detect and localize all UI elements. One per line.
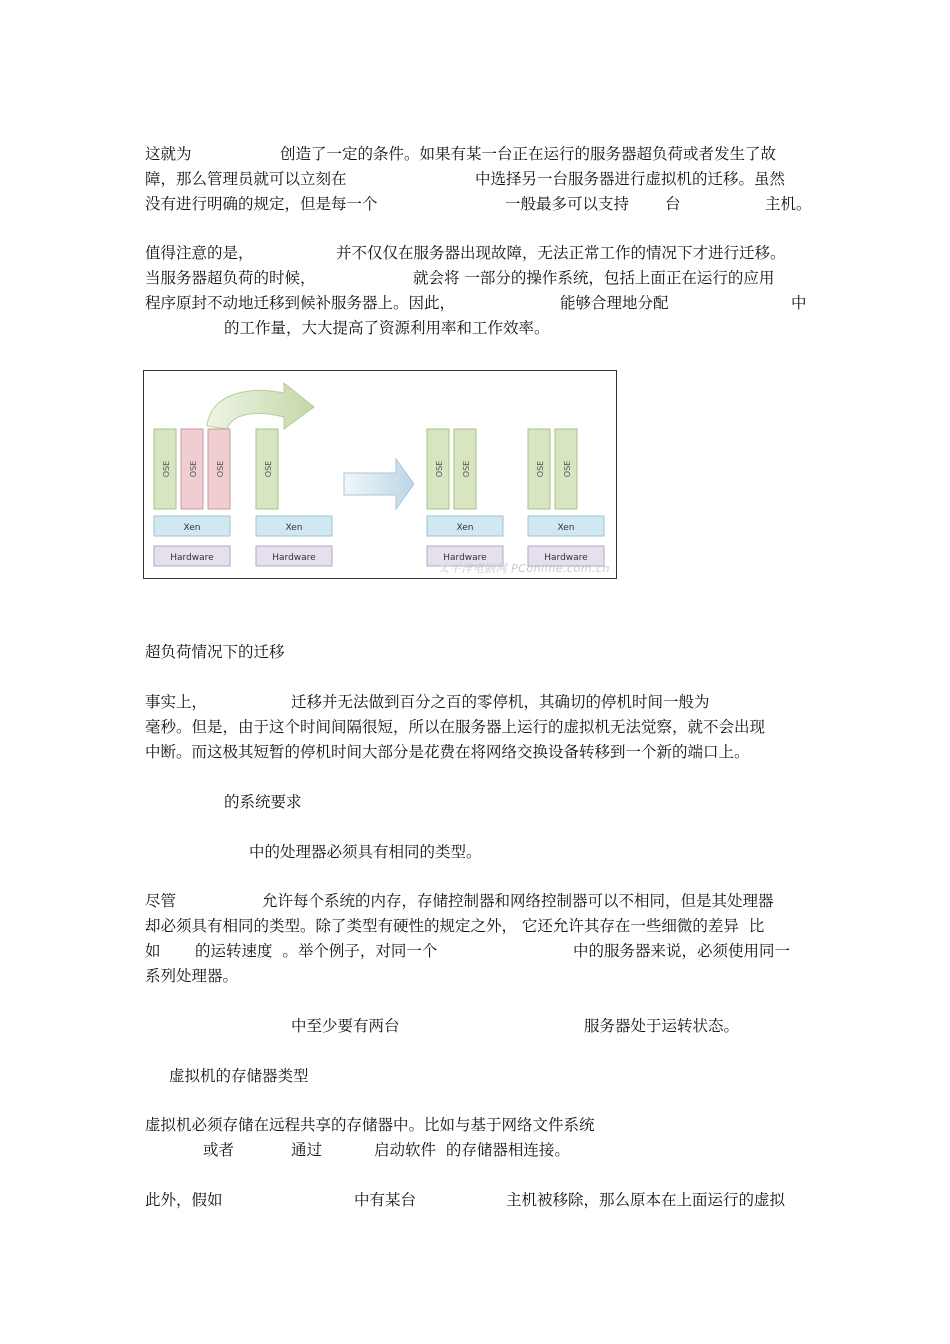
text-line: 中至少要有两台	[291, 1017, 400, 1035]
text-line: 的运转速度 。举个例子，对同一个	[195, 942, 438, 960]
text-line: 并不仅仅在服务器出现故障，无法正常工作的情况下才进行迁移。	[336, 244, 786, 262]
right-arrow-icon	[344, 459, 414, 509]
text-line: 毫秒。但是，由于这个时间间隔很短，所以在服务器上运行的虚拟机无法觉察，就不会出现	[145, 718, 766, 736]
text-line: 如	[145, 942, 161, 960]
text-line: 中断。而这极其短暂的停机时间大部分是花费在将网络交换设备转移到一个新的端口上。	[145, 743, 750, 761]
text-line: 尽管	[145, 892, 177, 910]
ose-label: OSE	[435, 460, 444, 478]
text-line: 的工作量，大大提高了资源利用率和工作效率。	[224, 319, 550, 337]
text-line: 或者	[203, 1141, 235, 1159]
requirement-item-storage: 虚拟机的存储器类型	[169, 1067, 309, 1085]
text-line: 程序原封不动地迁移到候补服务器上。因此，	[145, 294, 456, 312]
text-line: 值得注意的是，	[145, 244, 254, 262]
text-line: 中选择另一台服务器进行虚拟机的迁移。虽然	[475, 170, 786, 188]
text-line: 能够合理地分配	[560, 294, 669, 312]
text-line: 就会将 一部分的操作系统，包括上面正在运行的应用	[413, 269, 775, 287]
ose-label: OSE	[162, 460, 171, 478]
text-line: 障，那么管理员就可以立刻在	[145, 170, 347, 188]
text-line: 创造了一定的条件。如果有某一台正在运行的服务器超负荷或者发生了故	[280, 145, 777, 163]
hardware-label: Hardware	[272, 553, 316, 563]
text-line: 主机被移除，那么原本在上面运行的虚拟	[506, 1191, 786, 1209]
text-line: 一般最多可以支持	[505, 195, 630, 213]
server-group-3	[427, 429, 503, 566]
text-line: 允许每个系统的内存，存储控制器和网络控制器可以不相同，但是其处理器	[262, 892, 774, 910]
migration-figure	[143, 370, 617, 579]
xen-label: Xen	[183, 523, 201, 533]
server-group-4	[528, 429, 604, 566]
text-line: 此外，假如	[145, 1191, 223, 1209]
watermark: 太平洋电脑网 PConline.com.cn	[438, 562, 610, 575]
text-line: 却必须具有相同的类型。除了类型有硬性的规定之外， 它还允许其存在一些细微的差异 比	[145, 917, 765, 935]
migration-diagram	[144, 371, 616, 578]
text-line: 这就为	[145, 145, 192, 163]
ose-label: OSE	[536, 460, 545, 478]
text-line: 当服务器超负荷的时候，	[145, 269, 316, 287]
ose-label: OSE	[563, 460, 572, 478]
requirement-item: 中的处理器必须具有相同的类型。	[249, 843, 482, 861]
hardware-label: Hardware	[544, 553, 588, 563]
section-heading: 的系统要求	[224, 793, 302, 811]
server-group-1	[154, 429, 230, 566]
text-line: 通过	[291, 1141, 323, 1159]
text-line: 台	[665, 195, 681, 213]
ose-label: OSE	[189, 460, 198, 478]
text-line: 系列处理器。	[145, 967, 239, 985]
text-line: 没有进行明确的规定，但是每一个	[145, 195, 378, 213]
ose-label: OSE	[462, 460, 471, 478]
text-line: 服务器处于运转状态。	[584, 1017, 740, 1035]
text-line: 事实上，	[145, 693, 208, 711]
text-line: 中的服务器来说，必须使用同一	[573, 942, 791, 960]
server-group-2	[256, 429, 332, 566]
text-line: 中	[791, 294, 807, 312]
curved-arrow-icon	[207, 383, 314, 429]
text-line: 虚拟机必须存储在远程共享的存储器中。比如与基于网络文件系统	[145, 1116, 595, 1134]
hardware-label: Hardware	[170, 553, 214, 563]
text-line: 主机。	[765, 195, 812, 213]
xen-label: Xen	[285, 523, 303, 533]
text-line: 启动软件 的存储器相连接。	[374, 1141, 570, 1159]
text-line: 迁移并无法做到百分之百的零停机，其确切的停机时间一般为	[291, 693, 710, 711]
xen-label: Xen	[456, 523, 474, 533]
ose-label: OSE	[264, 460, 273, 478]
xen-label: Xen	[557, 523, 575, 533]
ose-label: OSE	[216, 460, 225, 478]
figure-caption: 超负荷情况下的迁移	[145, 643, 285, 661]
text-line: 中有某台	[354, 1191, 417, 1209]
hardware-label: Hardware	[443, 553, 487, 563]
